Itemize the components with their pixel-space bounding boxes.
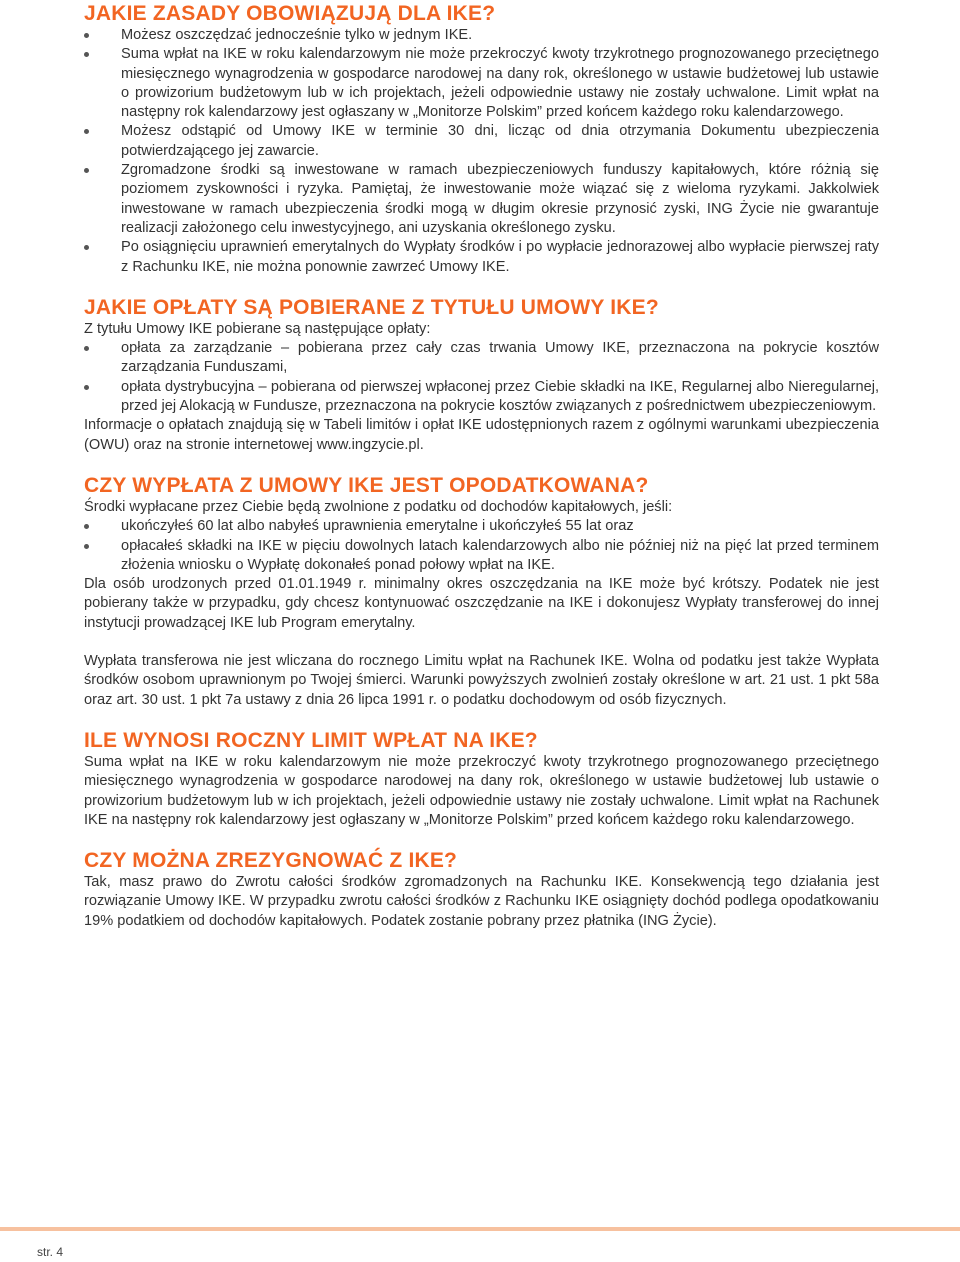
section-resignation [84,849,879,931]
list-item: opłata dystrybucyjna – pobierana od pierwszej wpłaconej przez Ciebie składki na IKE, Regularnej albo Nieregularnej, przed jej Alokacją w Fundusze, przeznaczona na pokrycie kosztów związanych z pośrednictwem ubezpieczeniowym. [84,378,879,417]
list-item: ukończyłeś 60 lat albo nabyłeś uprawnienia emerytalne i ukończyłeś 55 lat oraz [84,517,879,536]
list-item: Zgromadzone środki są inwestowane w ramach ubezpieczeniowych funduszy kapitałowych, które różnią się poziomem zyskowności i ryzyka. Pamiętaj, że inwestowanie może wiązać się z wieloma ryzykami. Jakkolwiek inwestowane w ramach ubezpieczenia środki mogą w długim okresie przynosić zyski, ING Życie nie gwarantuje realizacji założonego celu inwestycyjnego, ani uzyskania określonego zysku. [84,161,879,238]
list-item: opłacałeś składki na IKE w pięciu dowolnych latach kalendarzowych albo nie później niż na pięć lat przed terminem złożenia wniosku o Wypłatę dokonałeś ponad połowy wpłat na IKE. [84,537,879,576]
list-item: Możesz oszczędzać jednocześnie tylko w jednym IKE. [84,26,879,45]
section-taxation [84,474,879,710]
section-paragraph: Wypłata transferowa nie jest wliczana do rocznego Limitu wpłat na Rachunek IKE. Wolna od podatku jest także Wypłata środków osobom uprawnionym po Twojej śmierci. Warunki powyższych zwolnień zostały określone w art. 21 ust. 1 pkt 58a oraz art. 30 ust. 1 pkt 7a ustawy z dnia 26 lipca 1991 r. o podatku dochodowym od osób fizycznych. [84,653,879,708]
document-content [84,2,879,931]
section-intro: Środki wypłacane przez Ciebie będą zwolnione z podatku od dochodów kapitałowych, jeśli: [84,498,673,515]
bullet-list [84,26,879,277]
section-heading: ILE WYNOSI ROCZNY LIMIT WPŁAT NA IKE? [84,728,538,752]
section-heading: CZY WYPŁATA Z UMOWY IKE JEST OPODATKOWANA? [84,473,649,497]
bullet-list [84,517,879,575]
section-heading: JAKIE ZASADY OBOWIĄZUJĄ DLA IKE? [84,2,496,25]
section-outro: Informacje o opłatach znajdują się w Tabeli limitów i opłat IKE udostępnionych razem z ogólnymi warunkami ubezpieczenia (OWU) oraz na stronie internetowej www.ingzycie.pl. [84,417,879,453]
section-heading: JAKIE OPŁATY SĄ POBIERANE Z TYTUŁU UMOWY IKE? [84,295,659,319]
section-intro: Z tytułu Umowy IKE pobierane są następujące opłaty: [84,320,431,337]
page-number: str. 4 [37,1245,64,1259]
list-item: Suma wpłat na IKE w roku kalendarzowym nie może przekroczyć kwoty trzykrotnego prognozowanego przeciętnego miesięcznego wynagrodzenia w gospodarce narodowej na dany rok, określonego w ustawie budżetowej lub ustawie o prowizorium budżetowym lub w ich projektach, jeżeli odpowiednie ustawy nie zostały uchwalone. Limit wpłat na następny rok kalendarzowy jest ogłaszany w „Monitorze Polskim” przed końcem każdego roku kalendarzowego. [84,45,879,122]
section-body: Tak, masz prawo do Zwrotu całości środków zgromadzonych na Rachunku IKE. Konsekwencją tego działania jest rozwiązanie Umowy IKE. W przypadku zwrotu całości środków z Rachunku IKE osiągnięty dochód podlega opodatkowaniu 19% podatkiem od dochodów kapitałowych. Podatek zostanie pobrany przez płatnika (ING Życie). [84,874,879,929]
section-heading: CZY MOŻNA ZREZYGNOWAĆ Z IKE? [84,849,458,873]
section-outro: Dla osób urodzonych przed 01.01.1949 r. minimalny okres oszczędzania na IKE może być krótszy. Podatek nie jest pobierany także w przypadku, gdy chcesz kontynuować oszczędzanie na IKE i dokonujesz Wypłaty transferowej do innej instytucji prowadzącej IKE lub Program emerytalny. [84,576,879,631]
section-rules [84,2,879,277]
list-item: Po osiągnięciu uprawnień emerytalnych do Wypłaty środków i po wypłacie jednorazowej albo wypłacie pierwszej raty z Rachunku IKE, nie można ponownie zawrzeć Umowy IKE. [84,238,879,277]
section-body: Suma wpłat na IKE w roku kalendarzowym nie może przekroczyć kwoty trzykrotnego prognozowanego przeciętnego miesięcznego wynagrodzenia w gospodarce narodowej na dany rok, określonego w ustawie budżetowej lub ustawie o prowizorium budżetowym lub w ich projektach, jeżeli odpowiednie ustawy nie zostały uchwalone. Limit wpłat na Rachunek IKE na następny rok kalendarzowy jest ogłaszany w „Monitorze Polskim” przed końcem każdego roku kalendarzowego. [84,753,879,828]
list-item: opłata za zarządzanie – pobierana przez cały czas trwania Umowy IKE, przeznaczona na pokrycie kosztów zarządzania Funduszami, [84,339,879,378]
section-fees [84,296,879,455]
footer-divider [0,1227,960,1231]
list-item: Możesz odstąpić od Umowy IKE w terminie 30 dni, licząc od dnia otrzymania Dokumentu ubezpieczenia potwierdzającego jej zawarcie. [84,122,879,161]
section-limit [84,729,879,830]
bullet-list [84,339,879,416]
